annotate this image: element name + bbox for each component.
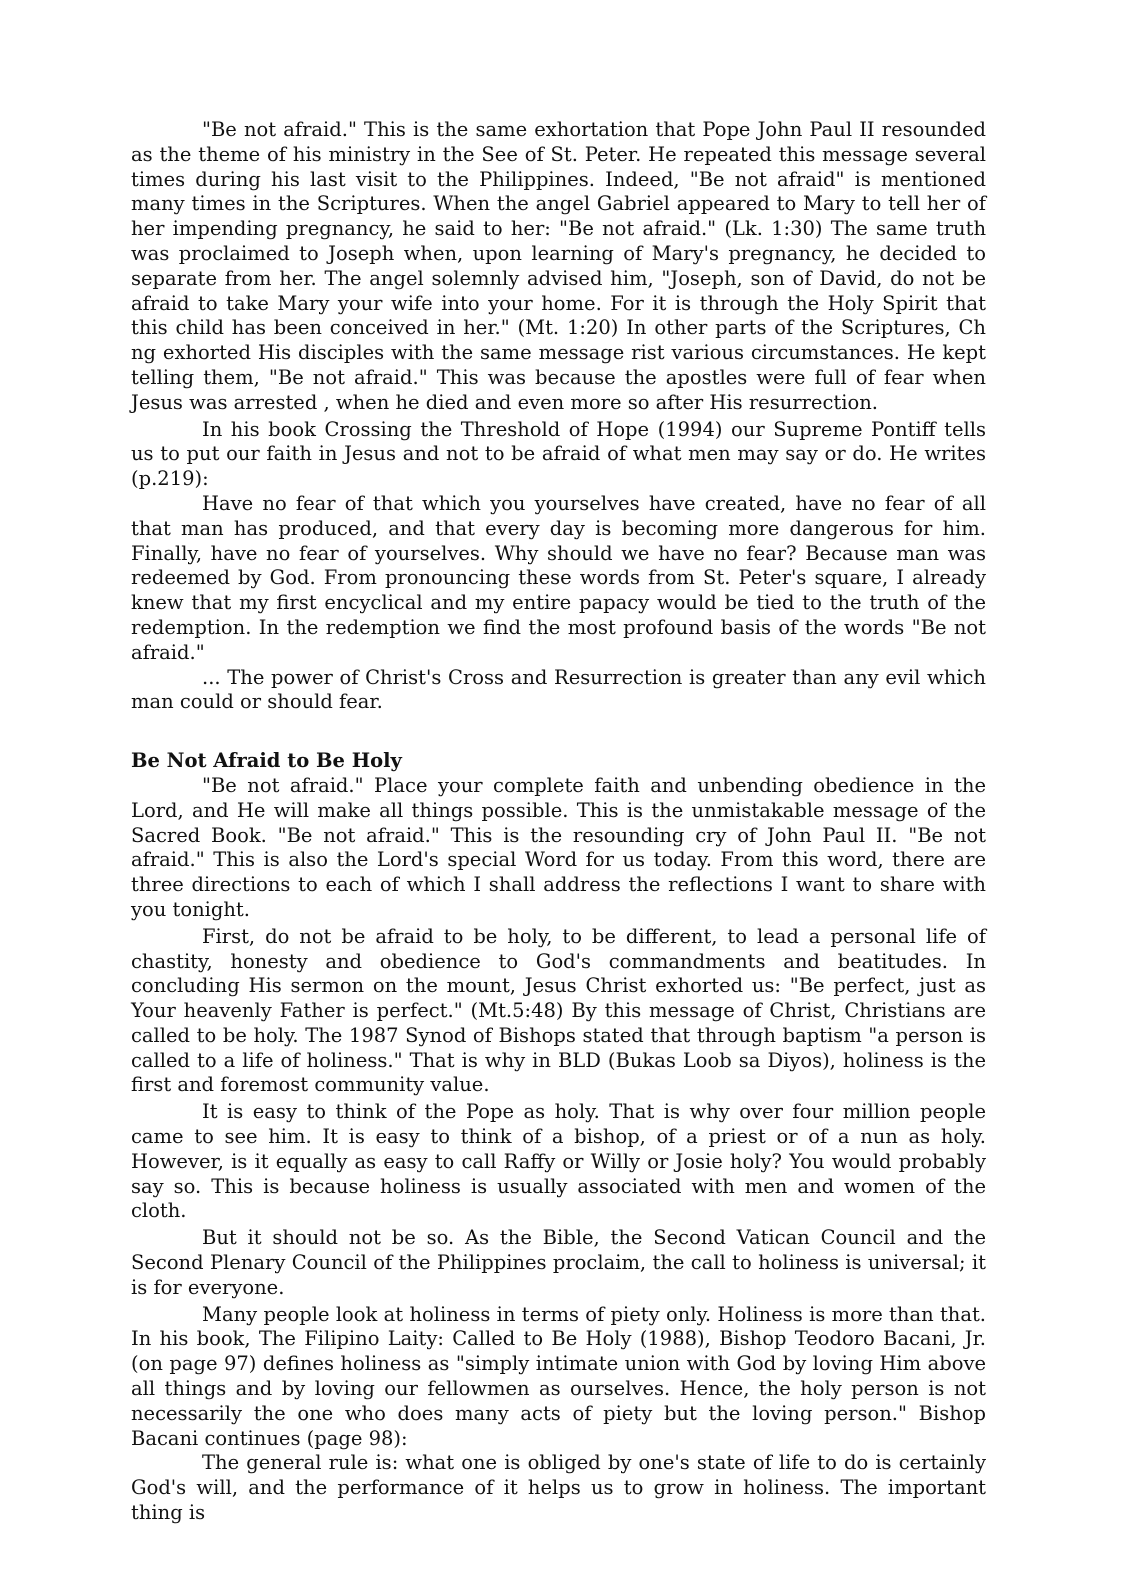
quote-general-rule: The general rule is: what one is obliged by one's state of life to do is certainly God's will, and the performance of it helps us to grow in holiness. The important thing is <box>131 1451 986 1525</box>
paragraph-pope-as-holy: It is easy to think of the Pope as holy. That is why over four million people came to see him. It is easy to think of a bishop, of a priest or of a nun as holy. However, is it equally as easy to call Raffy or Willy or Josie holy? You would probably say so. This is because holiness is usually associated with men and women of the cloth. <box>131 1100 986 1223</box>
quote-power-of-cross: ... The power of Christ's Cross and Resurrection is greater than any evil which man could or should fear. <box>131 665 986 714</box>
paragraph-holiness-piety: Many people look at holiness in terms of piety only. Holiness is more than that. In his book, The Filipino Laity: Called to Be Holy (1988), Bishop Teodoro Bacani, Jr. (on page 97) defines holiness as "simply intimate union with God by loving Him above all things and by loving our fellowmen as ourselves. Hence, the holy person is not necessarily the one who does many acts of piety but the loving person." Bishop Bacani continues (page 98): <box>131 1302 986 1450</box>
paragraph-be-not-afraid-intro: "Be not afraid." This is the same exhortation that Pope John Paul II resounded as the theme of his ministry in the See of St. Peter. He repeated this message several times during his last visit to the Philippines. Indeed, "Be not afraid" is mentioned many times in the Scriptures. When the angel Gabriel appeared to Mary to tell her of her impending pregnancy, he said to her: "Be not afraid." (Lk. 1:30) The same truth was proclaimed to Joseph when, upon learning of Mary's pregnancy, he decided to separate from her. The angel solemnly advised him, "Joseph, son of David, do not be afraid to take Mary your wife into your home. For it is through the Holy Spirit that this child has been conceived in her." (Mt. 1:20) In other parts of the Scriptures, Ch ng exhorted His disciples with the same message rist various circumstances. He kept telling them, "Be not afraid." This was because the apostles were full of fear when Jesus was arrested , when he died and even more so after His resurrection. <box>131 118 986 414</box>
section-heading: Be Not Afraid to Be Holy <box>131 749 402 773</box>
document-page <box>131 118 986 1526</box>
paragraph-be-not-afraid-place-faith: "Be not afraid." Place your complete faith and unbending obedience in the Lord, and He will make all things possible. This is the unmistakable message of the Sacred Book. "Be not afraid." This is the resounding cry of John Paul II. "Be not afraid." This is also the Lord's special Word for us today. From this word, there are three directions to each of which I shall address the reflections I want to share with you tonight. <box>131 773 986 921</box>
paragraph-threshold-of-hope: In his book Crossing the Threshold of Hope (1994) our Supreme Pontiff tells us to put our faith in Jesus and not to be afraid of what men may say or do. He writes (p.219): <box>131 417 986 491</box>
paragraph-first-be-holy: First, do not be afraid to be holy, to be different, to lead a personal life of chastity, honesty and obedience to God's commandments and beatitudes. In concluding His sermon on the mount, Jesus Christ exhorted us: "Be perfect, just as Your heavenly Father is perfect." (Mt.5:48) By this message of Christ, Christians are called to be holy. The 1987 Synod of Bishops stated that through baptism "a person is called to a life of holiness." That is why in BLD (Bukas Loob sa Diyos), holiness is the first and foremost community value. <box>131 924 986 1097</box>
paragraph-universal-call: But it should not be so. As the Bible, the Second Vatican Council and the Second Plenary Council of the Philippines proclaim, the call to holiness is universal; it is for everyone. <box>131 1226 986 1299</box>
quote-have-no-fear: Have no fear of that which you yourselves have created, have no fear of all that man has produced, and that every day is becoming more dangerous for him. Finally, have no fear of yourselves. Why should we have no fear? Because man was redeemed by God. From pronouncing these words from St. Peter's square, I already knew that my first encyclical and my entire papacy would be tied to the truth of the redemption. In the redemption we find the most profound basis of the words "Be not afraid." <box>131 491 986 664</box>
